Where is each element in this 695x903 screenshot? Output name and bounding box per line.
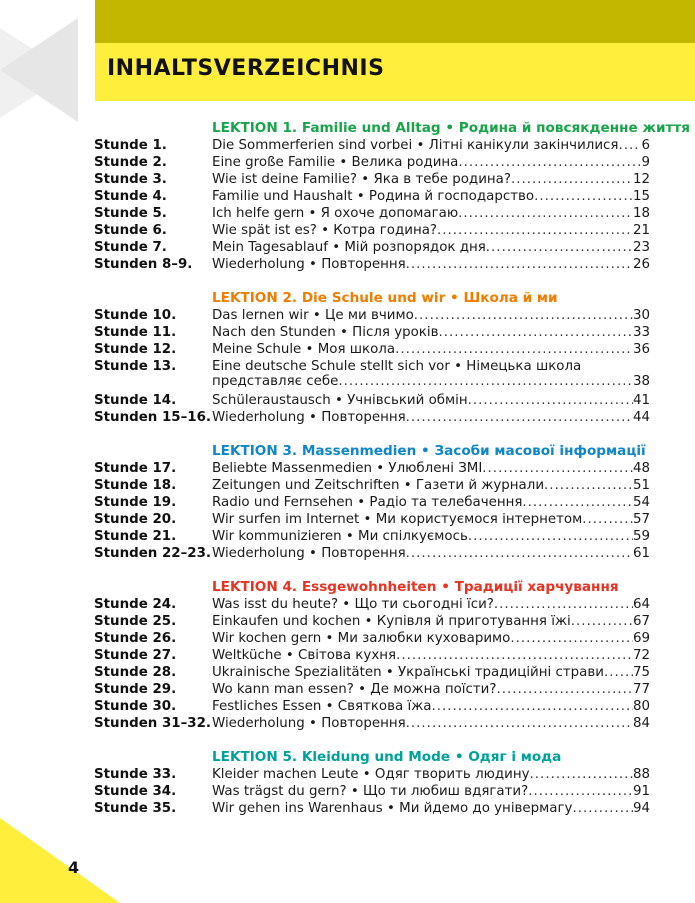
toc-entry[interactable] [0,767,695,784]
entry-title: Das lernen wir • Це ми вчимо [212,308,414,323]
entry-title: Zeitungen und Zeitschriften • Газети й журнали [212,478,545,493]
dot-leader [468,393,633,408]
entry-page-number: 69 [632,631,650,646]
entry-line [212,172,650,187]
lesson-label: Stunde 26. [94,631,177,646]
entry-title: Wiederholung • Повторення [212,546,406,561]
entry-line [212,342,650,357]
dot-leader [486,240,633,255]
entry-page-number: 36 [632,342,650,357]
entry-title: Die Sommerferien sind vorbei • Літні канікули закінчилися [212,138,619,153]
toc-entry[interactable] [0,478,695,495]
lesson-label: Stunde 25. [94,614,177,629]
entry-line [212,189,650,204]
entry-title: Mein Tagesablauf • Мій розпорядок дня [212,240,486,255]
entry-page-number: 15 [632,189,650,204]
lesson-label: Stunde 29. [94,682,177,697]
entry-title: представляє себе [212,374,339,389]
entry-line [212,393,650,408]
lektion-heading[interactable]: LEKTION 4. Essgewohnheiten • Традиції харчування [212,579,619,595]
entry-line [212,325,650,340]
entry-page-number: 44 [632,410,650,425]
page-title: INHALTSVERZEICHNIS [107,56,385,81]
dot-leader [510,631,633,646]
entry-page-number: 33 [632,325,650,340]
dot-leader [482,461,633,476]
entry-page-number: 26 [632,257,650,272]
entry-title: Wie spät ist es? • Котра година? [212,223,438,238]
page-number: 4 [68,858,80,877]
entry-line [212,359,650,389]
lesson-label: Stunde 3. [94,172,167,187]
lesson-label: Stunde 34. [94,784,177,799]
lesson-label: Stunde 1. [94,138,167,153]
entry-page-number: 6 [641,138,650,153]
toc-entry[interactable] [0,546,695,563]
dot-leader [530,767,633,782]
entry-line [212,495,650,510]
entry-page-number: 30 [632,308,650,323]
dot-leader [571,614,633,629]
toc-entry[interactable] [0,529,695,546]
toc-entry[interactable] [0,665,695,682]
entry-line-continued [212,374,650,389]
toc-entry[interactable] [0,155,695,172]
lesson-label: Stunde 24. [94,597,177,612]
dot-leader [468,529,633,544]
entry-title: Ukrainische Spezialitäten • Українські традиційні страви [212,665,604,680]
lesson-label: Stunde 13. [94,359,177,374]
entry-title: Weltküche • Світова кухня [212,648,397,663]
lektion-heading[interactable]: LEKTION 3. Massenmedien • Засоби масової інформації [212,443,646,459]
dot-leader [395,342,633,357]
entry-line [212,648,650,663]
entry-title: Eine große Familie • Велика родина [212,155,459,170]
entry-title: Einkaufen und kochen • Купівля й приготування їжі [212,614,571,629]
lesson-label: Stunde 30. [94,699,177,714]
entry-page-number: 48 [632,461,650,476]
entry-page-number: 88 [632,767,650,782]
entry-line [212,478,650,493]
dot-leader [458,155,641,170]
toc-entry[interactable] [0,359,695,393]
entry-page-number: 80 [632,699,650,714]
lesson-label: Stunde 5. [94,206,167,221]
toc-entry[interactable] [0,206,695,223]
lektion-heading[interactable]: LEKTION 1. Familie und Alltag • Родина й повсякденне життя [212,120,690,136]
dot-leader [534,189,633,204]
entry-page-number: 12 [632,172,650,187]
entry-title: Schüleraustausch • Учнівський обмін [212,393,468,408]
entry-line [212,784,650,799]
entry-title: Familie und Haushalt • Родина й господарство [212,189,535,204]
toc-entry[interactable] [0,189,695,206]
dot-leader [494,597,633,612]
entry-title: Kleider machen Leute • Одяг творить людину [212,767,530,782]
decor-yellow-corner [0,818,120,903]
dot-leader [431,699,632,714]
entry-line [212,716,650,731]
entry-page-number: 59 [632,529,650,544]
entry-title: Was isst du heute? • Що ти сьогодні їси? [212,597,494,612]
entry-title: Wir surfen im Internet • Ми користуємося інтернетом [212,512,583,527]
lesson-label: Stunde 4. [94,189,167,204]
dot-leader [338,374,633,389]
toc-entry[interactable] [0,172,695,189]
entry-page-number: 75 [632,665,650,680]
entry-title: Ich helfe gern • Я охоче допомагаю [212,206,459,221]
lesson-label: Stunde 20. [94,512,177,527]
entry-title: Wo kann man essen? • Де можна поїсти? [212,682,497,697]
entry-page-number: 67 [632,614,650,629]
lesson-label: Stunden 15–16. [94,410,212,425]
section-gap [0,427,695,443]
entry-page-number: 57 [632,512,650,527]
dot-leader [572,801,633,816]
dot-leader [544,478,633,493]
entry-title: Wir gehen ins Warenhaus • Ми йдемо до універмагу [212,801,573,816]
entry-line [212,665,650,680]
lesson-label: Stunden 22–23. [94,546,212,561]
entry-title: Meine Schule • Моя школа [212,342,396,357]
toc-entry[interactable] [0,342,695,359]
entry-line [212,767,650,782]
lesson-label: Stunden 31–32. [94,716,212,731]
toc-entry[interactable] [0,223,695,240]
dot-leader [582,512,633,527]
entry-title: Nach den Stunden • Після уроків [212,325,439,340]
entry-line [212,257,650,272]
entry-title: Wir kochen gern • Ми залюбки куховаримо [212,631,511,646]
entry-page-number: 94 [632,801,650,816]
toc-entry[interactable] [0,614,695,631]
toc-entry[interactable] [0,716,695,733]
entry-line [212,308,650,323]
toc-entry[interactable] [0,801,695,818]
dot-leader [604,665,633,680]
entry-line [212,155,650,170]
lesson-label: Stunde 10. [94,308,177,323]
lesson-label: Stunde 11. [94,325,177,340]
entry-line [212,682,650,697]
dot-leader [522,495,633,510]
toc-entry[interactable] [0,257,695,274]
entry-line [212,699,650,714]
entry-page-number: 51 [632,478,650,493]
lesson-label: Stunde 17. [94,461,177,476]
entry-line [212,546,650,561]
entry-line [212,138,650,153]
entry-title: Eine deutsche Schule stellt sich vor • Німецька школа [212,359,582,374]
entry-line [212,597,650,612]
toc-entry[interactable] [0,631,695,648]
lesson-label: Stunde 12. [94,342,177,357]
lesson-label: Stunde 35. [94,801,177,816]
dot-leader [406,257,633,272]
decor-gray-triangle [0,18,78,122]
entry-line [212,461,650,476]
entry-title: Beliebte Massenmedien • Улюблені ЗМІ [212,461,483,476]
entry-title: Wir kommunizieren • Ми спілкуємось [212,529,468,544]
toc-entry[interactable] [0,240,695,257]
dot-leader [439,325,633,340]
entry-page-number: 64 [632,597,650,612]
entry-line [212,410,650,425]
toc-entry[interactable] [0,512,695,529]
entry-line [212,801,650,816]
lesson-label: Stunde 19. [94,495,177,510]
dot-leader [406,546,633,561]
entry-page-number: 9 [641,155,650,170]
header-olive-band [95,0,695,43]
entry-title: Wiederholung • Повторення [212,716,406,731]
entry-title: Radio und Fernsehen • Радіо та телебачення [212,495,523,510]
lesson-label: Stunde 2. [94,155,167,170]
entry-title: Festliches Essen • Святкова їжа [212,699,432,714]
lesson-label: Stunde 7. [94,240,167,255]
entry-page-number: 61 [632,546,650,561]
entry-line [212,223,650,238]
toc-entry[interactable] [0,784,695,801]
entry-page-number: 38 [632,374,650,389]
dot-leader [496,682,632,697]
entry-page-number: 21 [632,223,650,238]
entry-line [212,512,650,527]
toc-entry[interactable] [0,699,695,716]
entry-page-number: 23 [632,240,650,255]
toc-entry[interactable] [0,461,695,478]
toc-entry[interactable] [0,393,695,410]
lesson-label: Stunden 8–9. [94,257,193,272]
entry-page-number: 77 [632,682,650,697]
toc-entry[interactable] [0,138,695,155]
section-gap [0,563,695,579]
entry-page-number: 54 [632,495,650,510]
lesson-label: Stunde 33. [94,767,177,782]
entry-title: Was trägst du gern? • Що ти любиш вдягати? [212,784,529,799]
dot-leader [458,206,633,221]
dot-leader [406,410,633,425]
entry-title: Wiederholung • Повторення [212,410,406,425]
lektion-heading[interactable]: LEKTION 5. Kleidung und Mode • Одяг і мода [212,749,562,765]
dot-leader [528,784,633,799]
dot-leader [511,172,633,187]
toc-entry[interactable] [0,325,695,342]
dot-leader [618,138,641,153]
entry-line [212,240,650,255]
lesson-label: Stunde 28. [94,665,177,680]
section-gap [0,274,695,290]
entry-page-number: 84 [632,716,650,731]
lesson-label: Stunde 21. [94,529,177,544]
dot-leader [406,716,633,731]
lektion-heading[interactable]: LEKTION 2. Die Schule und wir • Школа й ми [212,290,558,306]
dot-leader [396,648,633,663]
dot-leader [414,308,633,323]
toc-entry[interactable] [0,648,695,665]
entry-title: Wie ist deine Familie? • Яка в тебе родина? [212,172,511,187]
toc-entry[interactable] [0,682,695,699]
table-of-contents [0,120,695,818]
entry-page-number: 91 [632,784,650,799]
entry-title: Wiederholung • Повторення [212,257,406,272]
entry-line [212,614,650,629]
section-gap [0,733,695,749]
toc-entry[interactable] [0,495,695,512]
entry-page-number: 41 [632,393,650,408]
entry-line [212,206,650,221]
entry-page-number: 18 [632,206,650,221]
lesson-label: Stunde 18. [94,478,177,493]
toc-entry[interactable] [0,597,695,614]
entry-line [212,631,650,646]
lesson-label: Stunde 14. [94,393,177,408]
lesson-label: Stunde 6. [94,223,167,238]
toc-entry[interactable] [0,410,695,427]
entry-line [212,529,650,544]
toc-entry[interactable] [0,308,695,325]
entry-page-number: 72 [632,648,650,663]
lesson-label: Stunde 27. [94,648,177,663]
dot-leader [437,223,633,238]
